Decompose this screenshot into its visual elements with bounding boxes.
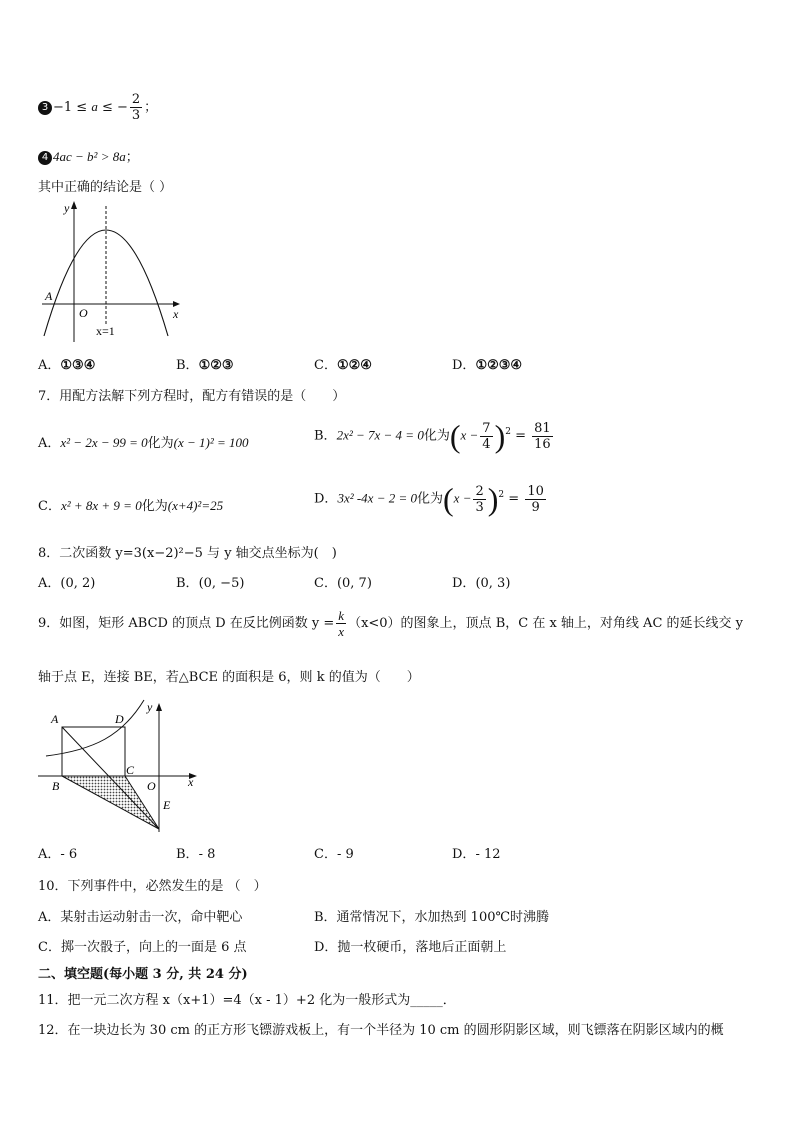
graph2-d: D	[115, 712, 124, 726]
q7d-lhs: x −	[453, 490, 472, 506]
square-exponent: 2	[498, 490, 505, 501]
graph1-y-label: y	[64, 201, 70, 215]
q9-option-a[interactable]	[38, 843, 77, 862]
q9-k-over-x	[336, 608, 346, 639]
shaded-triangle-bce	[62, 776, 159, 829]
q6-option-c[interactable]	[314, 354, 372, 373]
cond3-num: 2	[131, 92, 141, 107]
cond4-end: ；	[125, 150, 139, 165]
q9-k: k	[338, 608, 345, 623]
q6-prompt: 其中正确的结论是（ ）	[38, 180, 173, 195]
cond3-den: 3	[131, 108, 141, 123]
q6-option-letter: C．	[314, 358, 337, 373]
q7b-letter: B．	[314, 428, 337, 444]
q10-option-b[interactable]: B．通常情况下，水加热到 100℃时沸腾	[314, 910, 550, 925]
condition-3	[38, 92, 157, 123]
q10-option-c[interactable]: C．掷一次骰子，向上的一面是 6 点	[38, 940, 247, 955]
q7b-frac	[480, 421, 492, 452]
y-axis-arrow	[156, 703, 162, 711]
paren-right: )	[487, 481, 499, 517]
graph2-c: C	[126, 763, 135, 777]
cond3-fraction	[130, 92, 142, 123]
q8-option-text: (0, −5)	[198, 576, 245, 591]
q7d-num: 2	[475, 483, 484, 499]
q7d-mid: 化为	[417, 491, 444, 507]
q8-option-a[interactable]	[38, 572, 95, 591]
q7d-eq: 3x² -4x − 2 = 0	[337, 490, 417, 506]
q7b-rden: 16	[534, 436, 551, 452]
graph1-x-label: x	[173, 307, 179, 321]
q7b-mid: 化为	[423, 428, 450, 444]
q6-option-text: ①②③	[198, 358, 234, 373]
q10-option-a[interactable]: A．某射击运动射击一次，命中靶心	[38, 910, 243, 925]
q9-stem-line1	[38, 608, 743, 639]
q7d-frac	[473, 484, 485, 515]
paren-right: )	[494, 418, 506, 454]
q7c-eq: x² + 8x + 9 = 0	[60, 498, 142, 513]
q7b-lhs: x −	[460, 427, 479, 443]
q10-stem: 10．下列事件中，必然发生的是 （ ）	[38, 879, 267, 894]
q8-option-text: (0, 2)	[60, 576, 96, 591]
q8-option-b[interactable]	[176, 572, 244, 591]
q6-option-text: ①③④	[60, 358, 96, 373]
section-2-heading: 二、填空题(每小题 3 分, 共 24 分)	[38, 967, 248, 982]
q9-option-b[interactable]	[176, 843, 215, 862]
q9-option-letter: A．	[38, 847, 61, 862]
q6-option-text: ①②③④	[475, 358, 523, 373]
square-exponent: 2	[505, 427, 511, 438]
q8-stem: 8．二次函数 y=3(x−2)²−5 与 y 轴交点坐标为( )	[38, 546, 337, 561]
q7b-rfrac	[532, 421, 553, 452]
q6-option-b[interactable]	[176, 354, 234, 373]
graph1-origin: O	[79, 306, 88, 320]
q7a-res: (x − 1)² = 100	[173, 435, 249, 450]
q7-option-b[interactable]: B．2x² − 7x − 4 = 0化为(x − $\frac{7}{4}$ )$^2$ = $\frac{81}{16}$	[314, 418, 551, 454]
q8-option-text: (0, 7)	[336, 576, 372, 591]
q9-option-text: - 12	[475, 847, 501, 862]
rectangle-graph	[34, 698, 204, 834]
graph2-y: y	[147, 700, 153, 714]
graph1-axis-label: x=1	[96, 324, 115, 338]
q7b-rnum: 81	[534, 420, 551, 436]
q9-x: x	[338, 624, 345, 639]
graph2-x: x	[188, 775, 194, 789]
q9-stem-a: 9．如图，矩形 ABCD 的顶点 D 在反比例函数 y =	[38, 616, 335, 631]
q7d-letter: D．	[314, 491, 338, 507]
graph2-a: A	[51, 712, 59, 726]
cond3-text-a: −1 ≤	[53, 100, 92, 115]
q7c-res: (x+4)²=25	[167, 498, 224, 513]
q7c-mid: 化为	[141, 499, 168, 514]
q6-option-d[interactable]	[452, 354, 522, 373]
q11-text: 11．把一元二次方程 x（x+1）=4（x - 1）+2 化为一般形式为_____．	[38, 993, 456, 1008]
q10-option-d[interactable]: D．抛一枚硬币，落地后正面朝上	[314, 940, 507, 955]
q7c-letter: C．	[38, 499, 61, 514]
q9-option-c[interactable]	[314, 843, 354, 862]
paren-left: (	[443, 481, 454, 517]
q9-stem-b: （x<0）的图象上，顶点 B，C 在 x 轴上，对角线 AC 的延长线交 y	[348, 616, 743, 631]
q7-option-c[interactable]	[38, 495, 223, 514]
q9-option-letter: B．	[176, 847, 199, 862]
q7b-num: 7	[482, 420, 491, 436]
q7d-den: 3	[475, 499, 484, 515]
graph2-b: B	[52, 779, 60, 793]
cond3-text-b: ≤ −	[97, 100, 128, 115]
q12-text: 12．在一块边长为 30 cm 的正方形飞镖游戏板上，有一个半径为 10 cm 的圆形阴影区域，则飞镖落在阴影区域内的概	[38, 1023, 724, 1038]
cond3-var: a	[91, 99, 98, 114]
q9-option-d[interactable]	[452, 843, 501, 862]
q7b-den: 4	[482, 436, 491, 452]
q9-option-text: - 9	[336, 847, 354, 862]
q7d-rfrac	[525, 484, 546, 515]
parabola-graph	[30, 196, 190, 346]
q8-option-text: (0, 3)	[475, 576, 511, 591]
q8-option-c[interactable]	[314, 572, 372, 591]
q8-option-letter: D．	[452, 576, 476, 591]
q7d-rnum: 10	[527, 483, 544, 499]
q7-option-d[interactable]: D．3x² -4x − 2 = 0化为(x − $\frac{2}{3}$ )$^2$ = $\frac{10}{9}$	[314, 481, 544, 517]
circle-3-label: 3	[38, 101, 52, 115]
cond4-expr: 4ac − b² > 8a	[53, 149, 126, 164]
circle-4-label: 4	[38, 151, 52, 165]
q6-option-letter: A．	[38, 358, 61, 373]
q7d-rden: 9	[531, 499, 540, 515]
q6-option-a[interactable]	[38, 354, 95, 373]
condition-4	[38, 146, 139, 165]
q6-option-letter: B．	[176, 358, 199, 373]
q9-stem-line2: 轴于点 E，连接 BE，若△BCE 的面积是 6，则 k 的值为（ ）	[38, 670, 420, 685]
q9-option-letter: C．	[314, 847, 337, 862]
q6-option-text: ①②④	[336, 358, 372, 373]
graph2-e: E	[163, 798, 171, 812]
q9-option-letter: D．	[452, 847, 476, 862]
q9-option-text: - 8	[198, 847, 216, 862]
graph1-point-a: A	[45, 289, 53, 303]
q7a-mid: 化为	[147, 436, 174, 451]
q8-option-letter: A．	[38, 576, 61, 591]
q9-option-text: - 6	[60, 847, 78, 862]
q7b-eq: 2x² − 7x − 4 = 0	[336, 427, 424, 443]
q7a-eq: x² − 2x − 99 = 0	[60, 435, 148, 450]
q8-option-d[interactable]	[452, 572, 510, 591]
q7-option-a[interactable]	[38, 432, 249, 451]
q7-stem: 7．用配方法解下列方程时，配方有错误的是（ ）	[38, 389, 346, 404]
q8-option-letter: C．	[314, 576, 337, 591]
graph2-o: O	[147, 779, 156, 793]
hyperbola-curve	[46, 700, 144, 756]
q8-option-letter: B．	[176, 576, 199, 591]
q7a-letter: A．	[38, 436, 61, 451]
paren-left: (	[449, 418, 461, 454]
cond3-end: ；	[144, 100, 158, 115]
q6-option-letter: D．	[452, 358, 476, 373]
y-axis-arrow	[71, 201, 77, 209]
